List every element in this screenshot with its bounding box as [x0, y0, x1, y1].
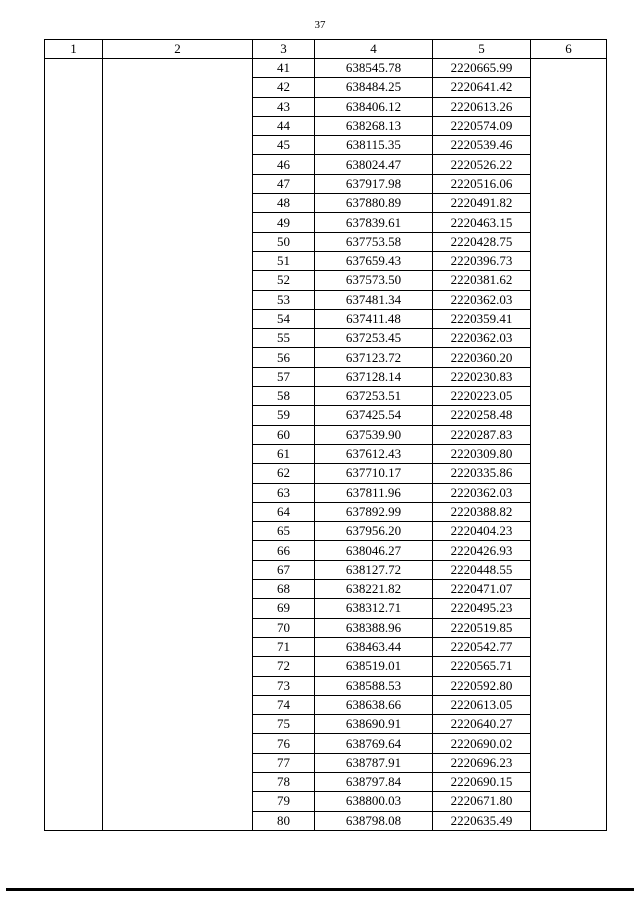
x-coordinate-cell: 638221.82	[315, 580, 433, 599]
point-number-cell: 62	[253, 464, 315, 483]
point-number-cell: 45	[253, 136, 315, 155]
y-coordinate-cell: 2220362.03	[433, 290, 531, 309]
x-coordinate-cell: 638115.35	[315, 136, 433, 155]
column-header: 3	[253, 40, 315, 59]
point-number-cell: 65	[253, 522, 315, 541]
point-number-cell: 50	[253, 232, 315, 251]
x-coordinate-cell: 638638.66	[315, 695, 433, 714]
point-number-cell: 70	[253, 618, 315, 637]
column-header: 6	[531, 40, 607, 59]
point-number-cell: 58	[253, 387, 315, 406]
point-number-cell: 77	[253, 753, 315, 772]
point-number-cell: 48	[253, 194, 315, 213]
y-coordinate-cell: 2220309.80	[433, 444, 531, 463]
point-number-cell: 53	[253, 290, 315, 309]
point-number-cell: 41	[253, 59, 315, 78]
point-number-cell: 52	[253, 271, 315, 290]
table-row	[45, 59, 607, 78]
y-coordinate-cell: 2220426.93	[433, 541, 531, 560]
y-coordinate-cell: 2220491.82	[433, 194, 531, 213]
x-coordinate-cell: 637892.99	[315, 502, 433, 521]
x-coordinate-cell: 638127.72	[315, 560, 433, 579]
y-coordinate-cell: 2220516.06	[433, 174, 531, 193]
x-coordinate-cell: 637880.89	[315, 194, 433, 213]
x-coordinate-cell: 637123.72	[315, 348, 433, 367]
y-coordinate-cell: 2220526.22	[433, 155, 531, 174]
x-coordinate-cell: 638312.71	[315, 599, 433, 618]
x-coordinate-cell: 637253.45	[315, 329, 433, 348]
column-header: 2	[103, 40, 253, 59]
y-coordinate-cell: 2220362.03	[433, 329, 531, 348]
y-coordinate-cell: 2220448.55	[433, 560, 531, 579]
y-coordinate-cell: 2220641.42	[433, 78, 531, 97]
x-coordinate-cell: 638388.96	[315, 618, 433, 637]
y-coordinate-cell: 2220665.99	[433, 59, 531, 78]
x-coordinate-cell: 638797.84	[315, 772, 433, 791]
point-number-cell: 55	[253, 329, 315, 348]
x-coordinate-cell: 637811.96	[315, 483, 433, 502]
y-coordinate-cell: 2220388.82	[433, 502, 531, 521]
y-coordinate-cell: 2220396.73	[433, 251, 531, 270]
point-number-cell: 68	[253, 580, 315, 599]
x-coordinate-cell: 638406.12	[315, 97, 433, 116]
x-coordinate-cell: 637253.51	[315, 387, 433, 406]
empty-cell-col-2	[103, 59, 253, 831]
y-coordinate-cell: 2220519.85	[433, 618, 531, 637]
point-number-cell: 80	[253, 811, 315, 830]
x-coordinate-cell: 637425.54	[315, 406, 433, 425]
y-coordinate-cell: 2220696.23	[433, 753, 531, 772]
y-coordinate-cell: 2220542.77	[433, 637, 531, 656]
y-coordinate-cell: 2220335.86	[433, 464, 531, 483]
x-coordinate-cell: 638024.47	[315, 155, 433, 174]
y-coordinate-cell: 2220223.05	[433, 387, 531, 406]
y-coordinate-cell: 2220258.48	[433, 406, 531, 425]
column-header: 5	[433, 40, 531, 59]
x-coordinate-cell: 637612.43	[315, 444, 433, 463]
x-coordinate-cell: 637917.98	[315, 174, 433, 193]
x-coordinate-cell: 637839.61	[315, 213, 433, 232]
x-coordinate-cell: 638046.27	[315, 541, 433, 560]
y-coordinate-cell: 2220362.03	[433, 483, 531, 502]
point-number-cell: 57	[253, 367, 315, 386]
bottom-rule	[6, 888, 634, 891]
x-coordinate-cell: 638463.44	[315, 637, 433, 656]
point-number-cell: 44	[253, 116, 315, 135]
column-header: 4	[315, 40, 433, 59]
x-coordinate-cell: 637753.58	[315, 232, 433, 251]
x-coordinate-cell: 638588.53	[315, 676, 433, 695]
x-coordinate-cell: 637659.43	[315, 251, 433, 270]
point-number-cell: 67	[253, 560, 315, 579]
x-coordinate-cell: 638484.25	[315, 78, 433, 97]
x-coordinate-cell: 637710.17	[315, 464, 433, 483]
y-coordinate-cell: 2220690.02	[433, 734, 531, 753]
y-coordinate-cell: 2220360.20	[433, 348, 531, 367]
point-number-cell: 47	[253, 174, 315, 193]
x-coordinate-cell: 638690.91	[315, 715, 433, 734]
point-number-cell: 54	[253, 309, 315, 328]
y-coordinate-cell: 2220428.75	[433, 232, 531, 251]
x-coordinate-cell: 638769.64	[315, 734, 433, 753]
point-number-cell: 63	[253, 483, 315, 502]
y-coordinate-cell: 2220230.83	[433, 367, 531, 386]
x-coordinate-cell: 637573.50	[315, 271, 433, 290]
point-number-cell: 74	[253, 695, 315, 714]
y-coordinate-cell: 2220613.05	[433, 695, 531, 714]
x-coordinate-cell: 638798.08	[315, 811, 433, 830]
y-coordinate-cell: 2220359.41	[433, 309, 531, 328]
y-coordinate-cell: 2220287.83	[433, 425, 531, 444]
x-coordinate-cell: 637539.90	[315, 425, 433, 444]
point-number-cell: 76	[253, 734, 315, 753]
point-number-cell: 71	[253, 637, 315, 656]
x-coordinate-cell: 638519.01	[315, 657, 433, 676]
page-number: 37	[314, 19, 326, 31]
y-coordinate-cell: 2220613.26	[433, 97, 531, 116]
point-number-cell: 75	[253, 715, 315, 734]
y-coordinate-cell: 2220381.62	[433, 271, 531, 290]
y-coordinate-cell: 2220495.23	[433, 599, 531, 618]
point-number-cell: 42	[253, 78, 315, 97]
coordinates-table	[44, 39, 607, 831]
y-coordinate-cell: 2220565.71	[433, 657, 531, 676]
point-number-cell: 64	[253, 502, 315, 521]
x-coordinate-cell: 638787.91	[315, 753, 433, 772]
point-number-cell: 66	[253, 541, 315, 560]
y-coordinate-cell: 2220471.07	[433, 580, 531, 599]
empty-cell-col-1	[45, 59, 103, 831]
y-coordinate-cell: 2220690.15	[433, 772, 531, 791]
x-coordinate-cell: 638800.03	[315, 792, 433, 811]
empty-cell-col-6	[531, 59, 607, 831]
x-coordinate-cell: 637128.14	[315, 367, 433, 386]
point-number-cell: 59	[253, 406, 315, 425]
x-coordinate-cell: 637956.20	[315, 522, 433, 541]
point-number-cell: 49	[253, 213, 315, 232]
y-coordinate-cell: 2220640.27	[433, 715, 531, 734]
column-header: 1	[45, 40, 103, 59]
y-coordinate-cell: 2220539.46	[433, 136, 531, 155]
x-coordinate-cell: 638545.78	[315, 59, 433, 78]
x-coordinate-cell: 638268.13	[315, 116, 433, 135]
y-coordinate-cell: 2220635.49	[433, 811, 531, 830]
point-number-cell: 69	[253, 599, 315, 618]
point-number-cell: 46	[253, 155, 315, 174]
point-number-cell: 78	[253, 772, 315, 791]
y-coordinate-cell: 2220463.15	[433, 213, 531, 232]
header-row	[45, 40, 607, 59]
point-number-cell: 72	[253, 657, 315, 676]
point-number-cell: 60	[253, 425, 315, 444]
y-coordinate-cell: 2220574.09	[433, 116, 531, 135]
x-coordinate-cell: 637481.34	[315, 290, 433, 309]
point-number-cell: 61	[253, 444, 315, 463]
y-coordinate-cell: 2220404.23	[433, 522, 531, 541]
point-number-cell: 79	[253, 792, 315, 811]
point-number-cell: 43	[253, 97, 315, 116]
y-coordinate-cell: 2220671.80	[433, 792, 531, 811]
y-coordinate-cell: 2220592.80	[433, 676, 531, 695]
point-number-cell: 56	[253, 348, 315, 367]
point-number-cell: 73	[253, 676, 315, 695]
x-coordinate-cell: 637411.48	[315, 309, 433, 328]
point-number-cell: 51	[253, 251, 315, 270]
